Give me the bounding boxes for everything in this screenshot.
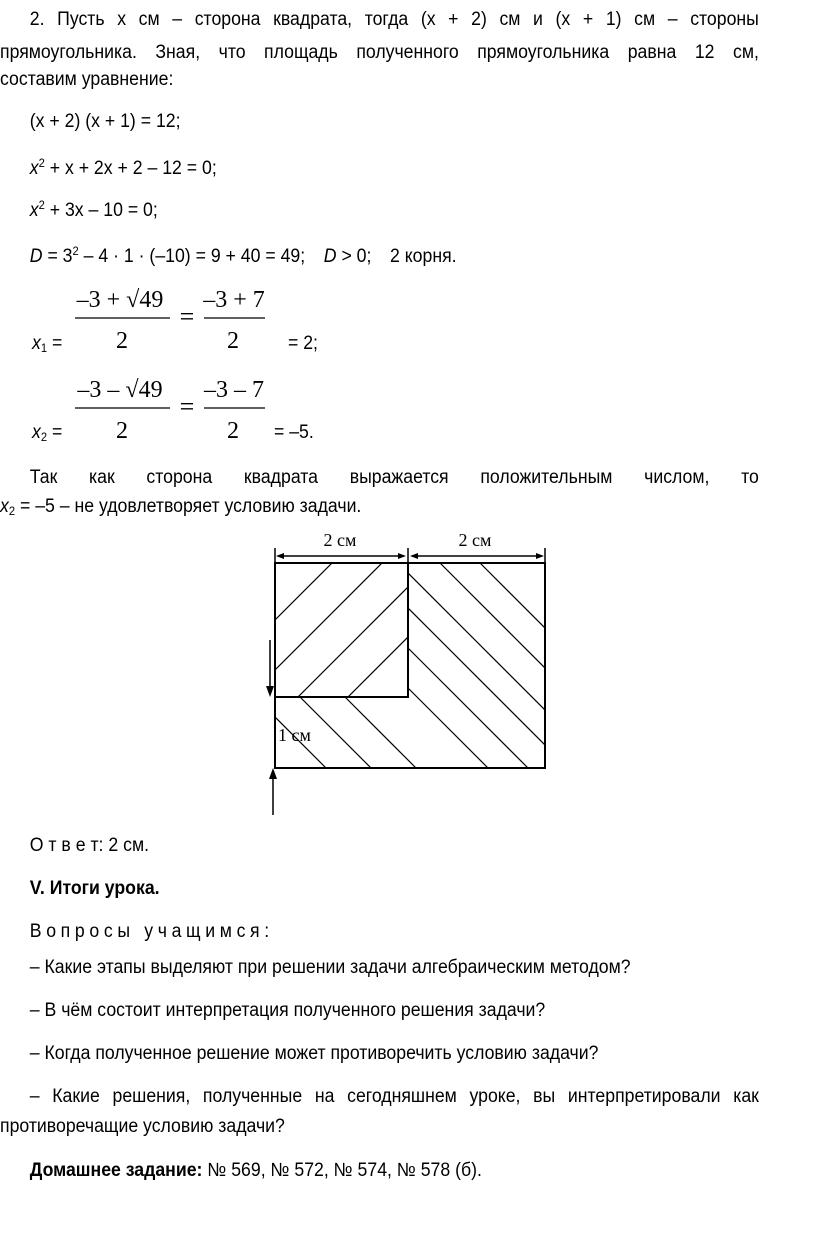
x2-denominator-a: 2	[116, 418, 128, 443]
label-side: 1 см	[278, 725, 311, 745]
svg-text:=: =	[179, 392, 195, 421]
label-top-right: 2 см	[458, 530, 492, 550]
svg-text:=: =	[179, 302, 195, 331]
interpretation-line-1: Так как сторона квадрата выражается положительным числом, то	[29, 467, 759, 488]
root-x2-label: $x_2$ =	[32, 422, 63, 444]
x1-numerator-b: –3 + 7	[203, 287, 265, 313]
x1-denominator-a: 2	[116, 328, 128, 353]
root-x1-fraction	[70, 283, 280, 353]
x1-numerator-a: –3 + √49	[76, 287, 164, 313]
root-x1-result: = 2;	[288, 333, 318, 354]
x2-denominator-b: 2	[227, 418, 239, 443]
problem-line-3: составим уравнение:	[0, 69, 174, 90]
equation-1: (x + 2) (x + 1) = 12;	[29, 111, 181, 132]
question-4-line-2: противоречащие условию задачи?	[0, 1116, 285, 1137]
x1-denominator-b: 2	[227, 328, 239, 353]
questions-intro: Вопросы учащимся:	[29, 921, 274, 942]
section-title: V. Итоги урока.	[29, 878, 160, 899]
discriminant-line: $D = 3^2 - 4 \cdot 1 \cdot (-10) = 9 + 40 = 49$; D > 0; 2 корня.	[29, 244, 457, 267]
x2-numerator-a: –3 – √49	[77, 377, 163, 403]
label-top-left: 2 см	[323, 530, 357, 550]
rectangle-figure	[260, 525, 560, 820]
equation-3: $x^2 + 3x - 10 = 0$;	[29, 198, 158, 221]
question-4-line-1: – Какие решения, полученные на сегодняшнем уроке, вы интерпретировали как	[29, 1086, 759, 1107]
root-x2-fraction	[70, 373, 280, 443]
question-1: – Какие этапы выделяют при решении задачи алгебраическим методом?	[29, 957, 631, 978]
question-2: – В чём состоит интерпретация полученного решения задачи?	[29, 1000, 546, 1021]
answer-line: О т в е т: 2 см.	[29, 835, 150, 856]
equation-2: $x^2 + x + 2x + 2 - 12 = 0$;	[29, 156, 217, 179]
homework-line: Домашнее задание: № 569, № 572, № 574, № 578 (б).	[29, 1160, 482, 1181]
root-x1-label: $x_1$ =	[32, 333, 63, 355]
root-x2-result: = –5.	[274, 422, 314, 443]
x2-numerator-b: –3 – 7	[204, 377, 264, 403]
problem-line-2: прямоугольника. Зная, что площадь полученного прямоугольника равна 12 см,	[0, 42, 759, 63]
problem-line-1: 2. Пусть x см – сторона квадрата, тогда (x + 2) см и (x + 1) см – стороны	[29, 9, 759, 30]
question-3: – Когда полученное решение может противоречить условию задачи?	[29, 1043, 599, 1064]
interpretation-line-2: $x_2 = -5$ – не удовлетворяет условию задачи.	[0, 496, 362, 518]
